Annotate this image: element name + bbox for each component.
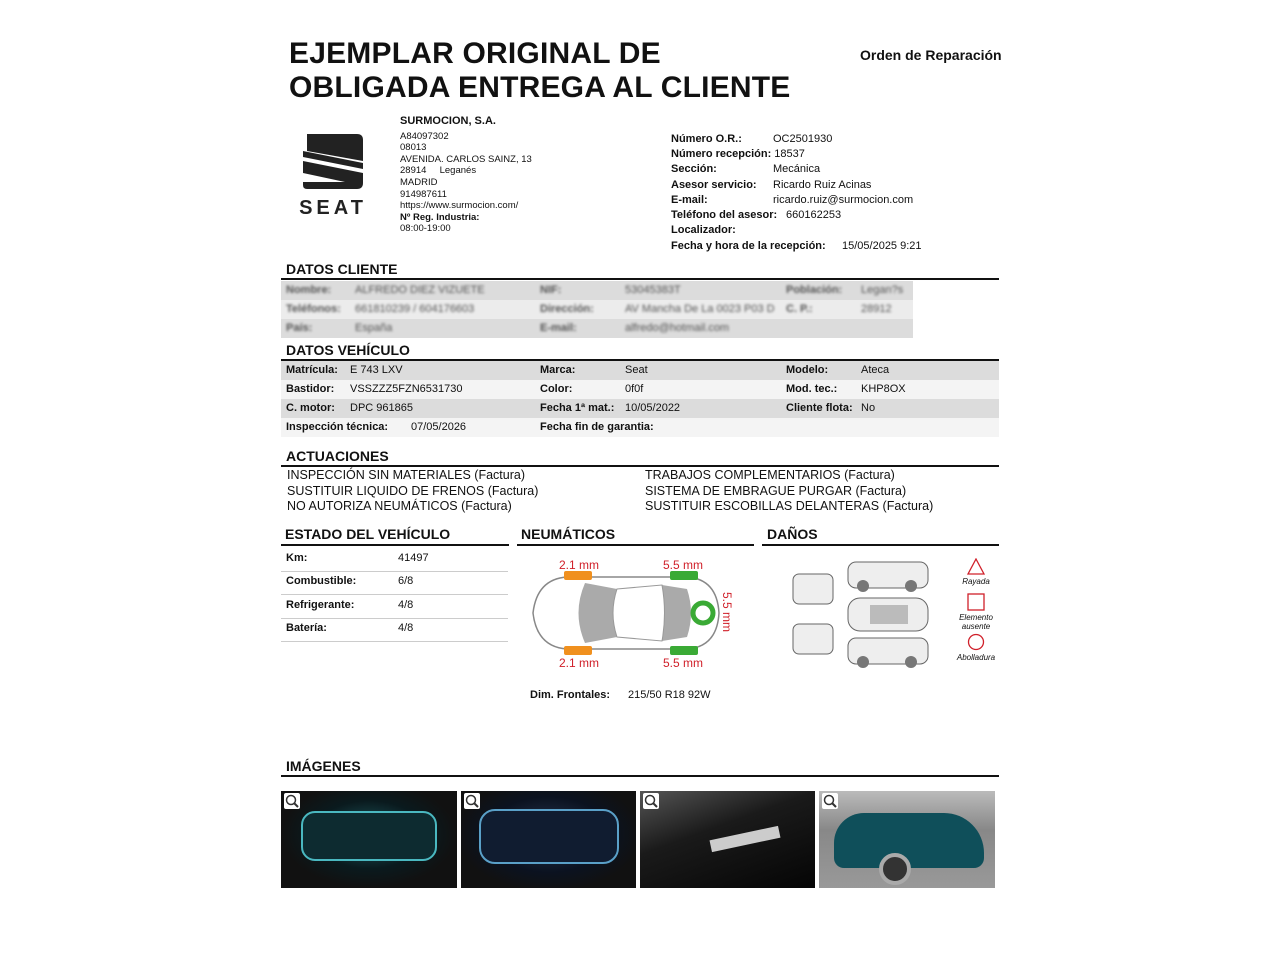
document-type: Orden de Reparación bbox=[860, 47, 1002, 63]
tires-section-title: NEUMÁTICOS bbox=[521, 526, 616, 542]
dim-label: Dim. Frontales: bbox=[530, 689, 611, 701]
divider bbox=[281, 775, 999, 777]
order-field: E-mail: ricardo.ruiz@surmocion.com bbox=[671, 193, 914, 206]
vehicle-section-title: DATOS VEHÍCULO bbox=[286, 342, 410, 358]
order-field: Asesor servicio: Ricardo Ruiz Acinas bbox=[671, 178, 872, 191]
tire-fl-depth: 2.1 mm bbox=[559, 558, 600, 572]
zoom-icon[interactable] bbox=[822, 793, 838, 809]
document-title: EJEMPLAR ORIGINAL DE OBLIGADA ENTREGA AL CLIENTE bbox=[289, 37, 791, 104]
action-item: TRABAJOS COMPLEMENTARIOS (Factura) bbox=[645, 468, 895, 482]
zoom-icon[interactable] bbox=[464, 793, 480, 809]
company-website-link[interactable]: https://www.surmocion.com/ bbox=[400, 200, 519, 212]
zoom-icon[interactable] bbox=[643, 793, 659, 809]
vehicle-row: Bastidor: VSSZZZ5FZN6531730 Color: 0f0f Mod. tec.: KHP8OX bbox=[281, 380, 999, 399]
tire-front-right bbox=[564, 646, 592, 655]
zoom-icon[interactable] bbox=[284, 793, 300, 809]
tire-rl-depth: 5.5 mm bbox=[663, 558, 704, 572]
order-field: Fecha y hora de la recepción: 15/05/2025 9:21 bbox=[671, 240, 922, 253]
tire-front-left bbox=[564, 571, 592, 580]
image-dashboard-2[interactable] bbox=[461, 791, 636, 888]
legend-missing: Elemento ausente bbox=[959, 613, 993, 631]
images-section-title: IMÁGENES bbox=[286, 758, 361, 774]
client-row: Teléfonos: 661810239 / 604176603 Dirección: AV Mancha De La 0023 P03 D C. P.: 28912 bbox=[281, 300, 913, 319]
actions-left bbox=[287, 468, 637, 515]
action-item: SUSTITUIR LIQUIDO DE FRENOS (Factura) bbox=[287, 483, 539, 498]
action-item: SISTEMA DE EMBRAGUE PURGAR (Factura) bbox=[645, 483, 907, 498]
dim-value: 215/50 R18 92W bbox=[628, 689, 711, 701]
legend-scratch: Rayada bbox=[962, 577, 990, 586]
actions-right bbox=[645, 468, 999, 515]
company-info: SURMOCION, S.A. A84097302 08013 AVENIDA. CARLOS SAINZ, 13 28914 Leganés MADRID 914987611 https://www.surmocion.com/ Nº Reg. Industria: 08:00-19:00 bbox=[400, 115, 532, 235]
damage-legend bbox=[950, 558, 1002, 662]
image-vin-plate[interactable] bbox=[640, 791, 815, 888]
action-item: INSPECCIÓN SIN MATERIALES (Factura) bbox=[287, 468, 526, 482]
state-section-title: ESTADO DEL VEHÍCULO bbox=[285, 526, 451, 542]
order-info bbox=[671, 132, 1001, 255]
tire-diagram bbox=[527, 555, 752, 670]
order-field: Teléfono del asesor: 660162253 bbox=[671, 208, 842, 221]
legend-dent: Abolladura bbox=[956, 653, 996, 662]
vehicle-row: Matrícula: E 743 LXV Marca: Seat Modelo: Ateca bbox=[281, 361, 999, 380]
state-row: Km: 41497 bbox=[281, 549, 508, 572]
image-dashboard-1[interactable] bbox=[281, 791, 457, 888]
divider bbox=[281, 465, 999, 467]
tire-fr-depth: 2.1 mm bbox=[559, 656, 600, 670]
svg-text:SEAT: SEAT bbox=[299, 197, 367, 217]
damage-car-views[interactable] bbox=[788, 558, 933, 670]
client-row: País: España E-mail: alfredo@hotmail.com bbox=[281, 319, 913, 338]
order-field: Localizador: bbox=[671, 224, 736, 237]
state-row: Refrigerante: 4/8 bbox=[281, 596, 508, 619]
order-field: Sección: Mecánica bbox=[671, 163, 821, 176]
state-row: Batería: 4/8 bbox=[281, 619, 508, 642]
order-field: Número recepción: 18537 bbox=[671, 148, 805, 161]
spare-depth: 5.5 mm bbox=[720, 591, 735, 633]
order-field: Número O.R.: OC2501930 bbox=[671, 133, 833, 145]
divider bbox=[281, 278, 999, 280]
image-car-exterior[interactable] bbox=[819, 791, 995, 888]
tire-rear-left bbox=[670, 571, 698, 580]
divider bbox=[762, 544, 999, 546]
vehicle-row: C. motor: DPC 961865 Fecha 1ª mat.: 10/05/2022 Cliente flota: No bbox=[281, 399, 999, 418]
divider bbox=[281, 544, 509, 546]
client-row: Nombre: ALFREDO DIEZ VIZUETE NIF: 53045383T Población: Legan?s bbox=[281, 281, 913, 300]
tire-rear-right bbox=[670, 646, 698, 655]
damage-section-title: DAÑOS bbox=[767, 526, 818, 542]
divider bbox=[517, 544, 754, 546]
tire-rr-depth: 5.5 mm bbox=[663, 656, 704, 670]
vehicle-row: Inspección técnica: 07/05/2026 Fecha fin de garantia: bbox=[281, 418, 999, 437]
action-item: SUSTITUIR ESCOBILLAS DELANTERAS (Factura) bbox=[645, 499, 934, 513]
actions-section-title: ACTUACIONES bbox=[286, 448, 389, 464]
state-row: Combustible: 6/8 bbox=[281, 572, 508, 595]
seat-logo bbox=[281, 131, 385, 217]
action-item: NO AUTORIZA NEUMÁTICOS (Factura) bbox=[287, 499, 512, 513]
client-section-title: DATOS CLIENTE bbox=[286, 261, 398, 277]
